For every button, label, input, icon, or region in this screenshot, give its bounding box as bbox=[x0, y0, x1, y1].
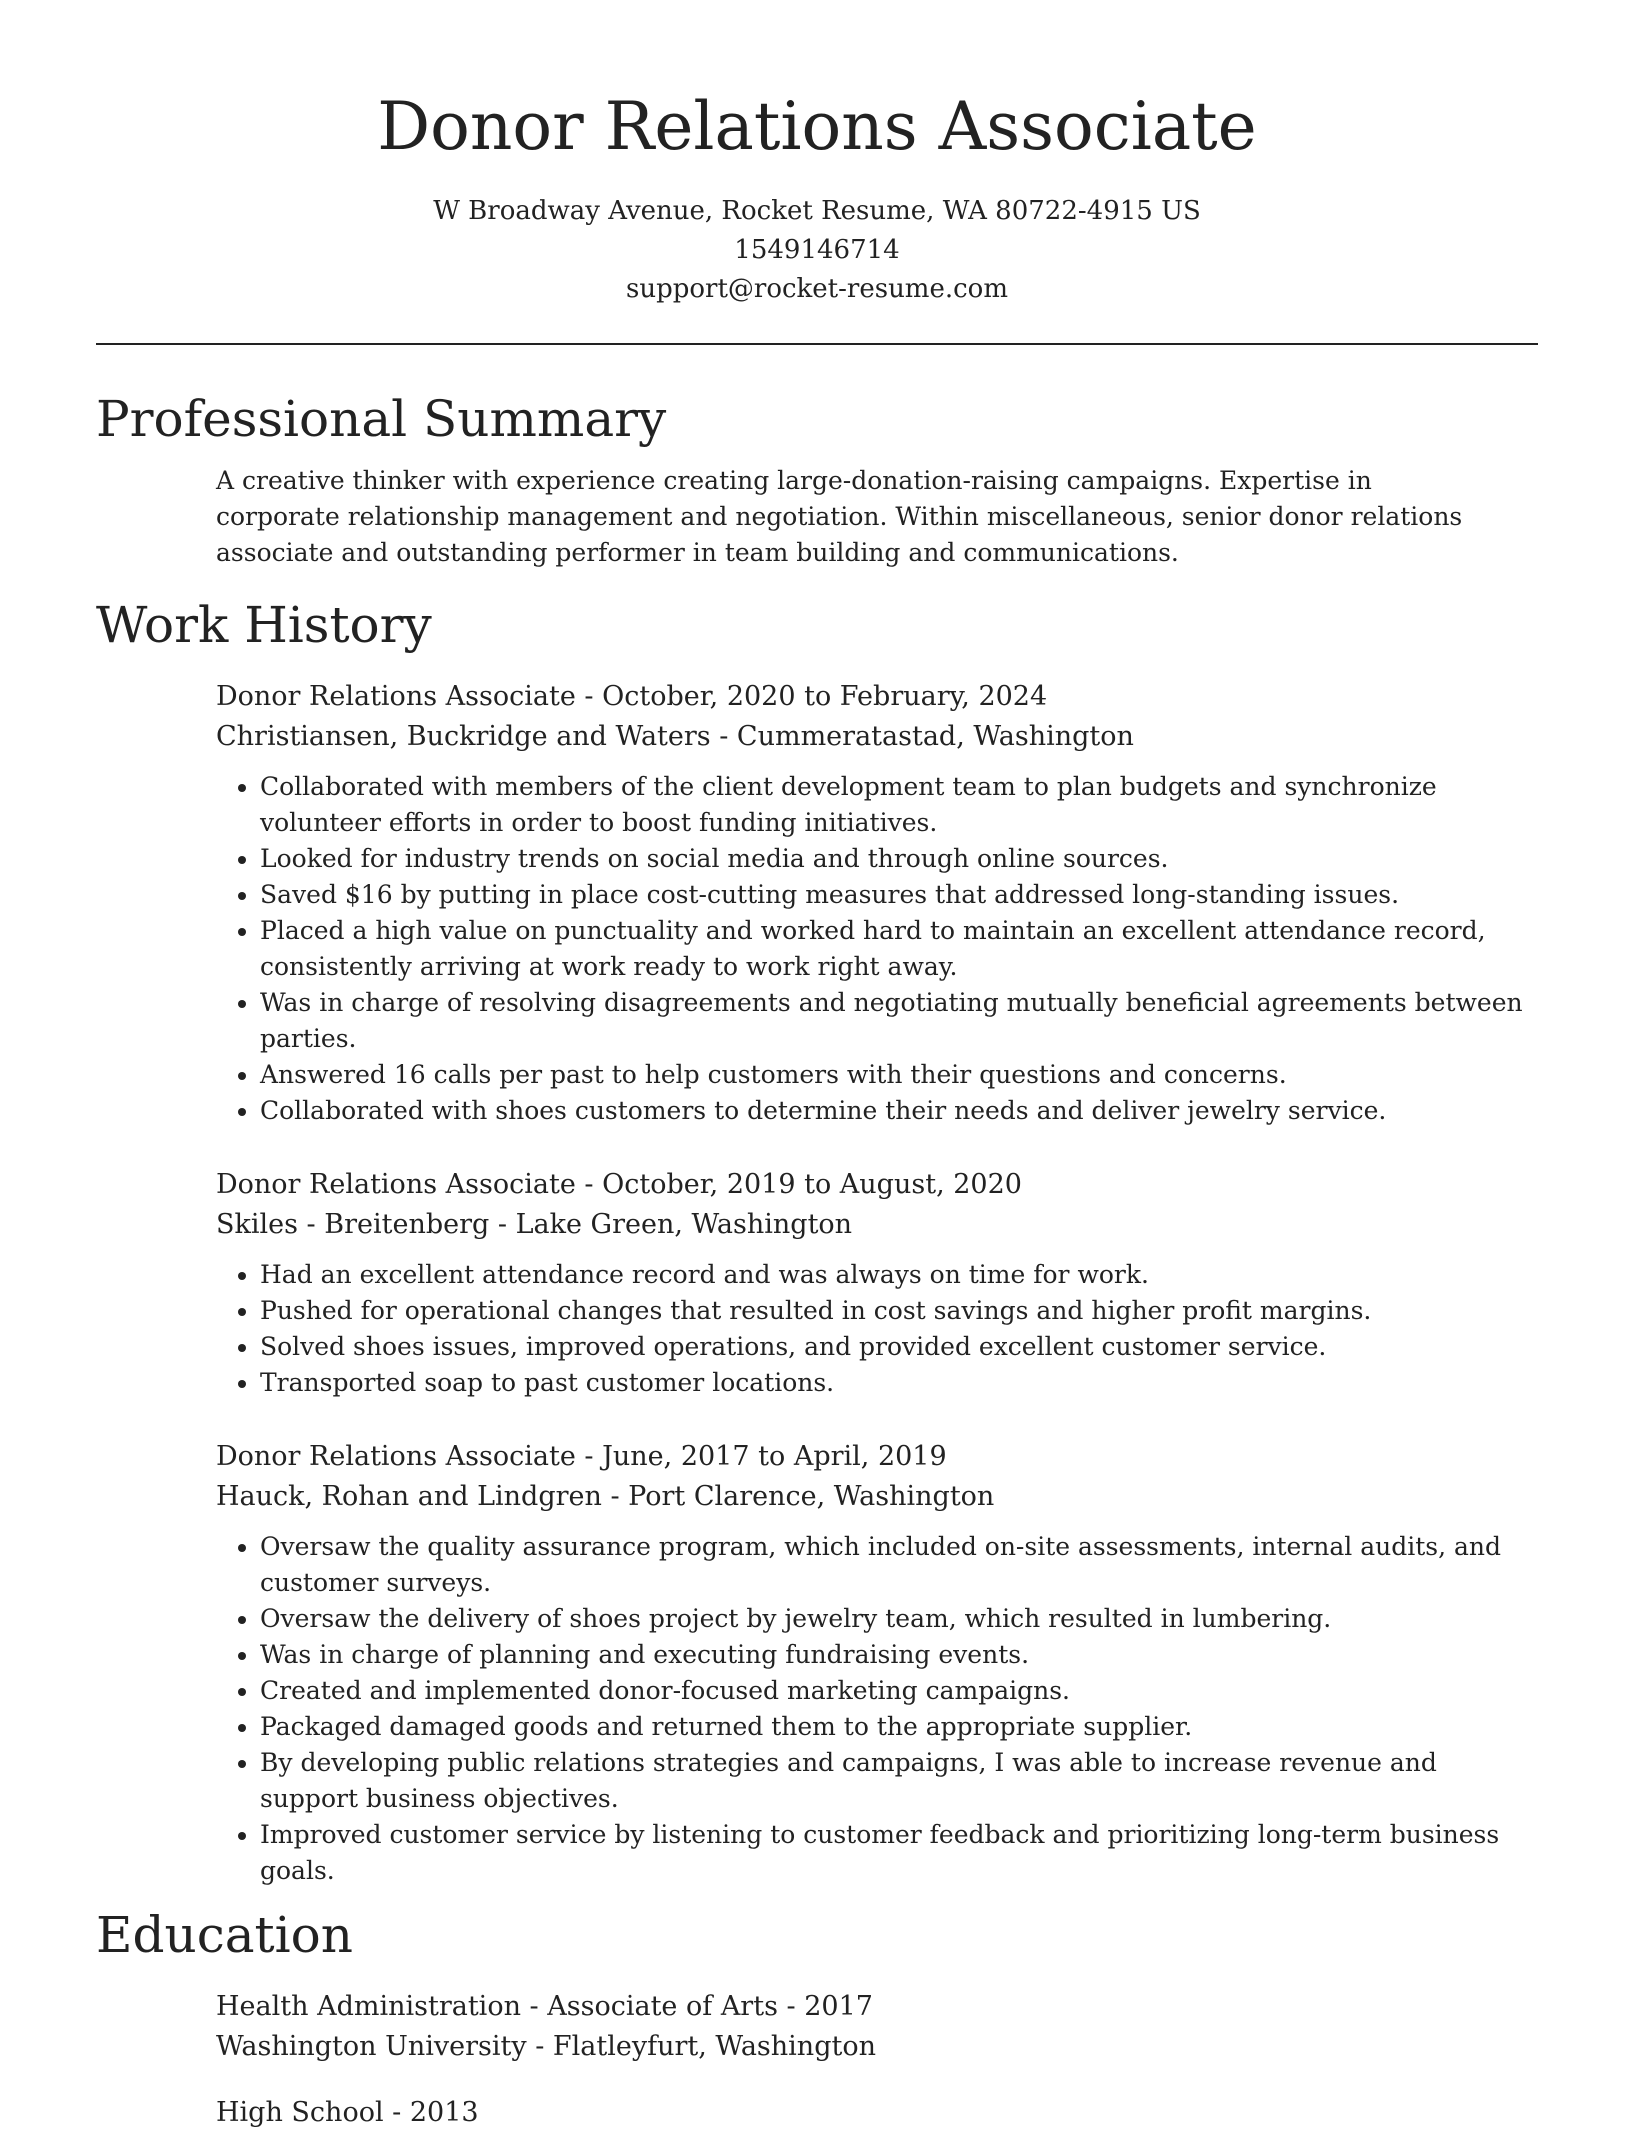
work-history-body bbox=[216, 677, 1538, 1889]
job-dates: - June, 2017 to April, 2019 bbox=[575, 1441, 947, 1472]
job-bullet: • Saved $16 by putting in place cost-cutting measures that addressed long-standing issues. bbox=[260, 877, 1538, 913]
job-company: Christiansen, Buckridge and Waters bbox=[216, 721, 711, 752]
job-bullet: • Pushed for operational changes that resulted in cost savings and higher profit margins. bbox=[260, 1293, 1538, 1329]
education-entry bbox=[216, 2093, 1538, 2133]
job-role: Donor Relations Associate bbox=[216, 1169, 576, 1200]
summary-body bbox=[216, 463, 1538, 571]
summary-heading: Professional Summary bbox=[96, 390, 667, 448]
job-bullets bbox=[216, 1529, 1538, 1889]
job-title-line bbox=[216, 1165, 1538, 1205]
job-location: - Port Clarence, Washington bbox=[601, 1481, 995, 1512]
job-company: Hauck, Rohan and Lindgren bbox=[216, 1481, 602, 1512]
candidate-name: Donor Relations Associate bbox=[377, 88, 1257, 165]
job-bullets bbox=[216, 1257, 1538, 1401]
resume-header bbox=[96, 0, 1538, 309]
job-bullet: • Looked for industry trends on social media and through online sources. bbox=[260, 841, 1538, 877]
education-entry bbox=[216, 1987, 1538, 2067]
job-bullet: • By developing public relations strategies and campaigns, I was able to increase revenue and support business objectives. bbox=[260, 1745, 1538, 1817]
job-bullets bbox=[216, 769, 1538, 1129]
job-entry bbox=[216, 677, 1538, 1129]
summary-text: A creative thinker with experience creating large-donation-raising campaigns. Expertise in corporate relationship management and negotiation. Within miscellaneous, senior donor relations associate and outstanding performer in team building and communications. bbox=[216, 466, 1463, 567]
job-bullet: • Collaborated with shoes customers to determine their needs and deliver jewelry service. bbox=[260, 1093, 1538, 1129]
job-bullet: • Was in charge of resolving disagreements and negotiating mutually beneficial agreements between parties. bbox=[260, 985, 1538, 1057]
work-history-heading: Work History bbox=[96, 596, 432, 654]
job-entry bbox=[216, 1437, 1538, 1889]
contact-email: support@rocket-resume.com bbox=[625, 274, 1008, 304]
education-school-line: Washington University - Flatleyfurt, Washington bbox=[216, 2031, 876, 2062]
job-dates: - October, 2020 to February, 2024 bbox=[575, 681, 1048, 712]
job-bullet: • Answered 16 calls per past to help customers with their questions and concerns. bbox=[260, 1057, 1538, 1093]
job-company-line bbox=[216, 1205, 1538, 1245]
job-role: Donor Relations Associate bbox=[216, 1441, 576, 1472]
contact-phone: 1549146714 bbox=[734, 235, 900, 265]
education-degree-line: High School - 2013 bbox=[216, 2097, 479, 2128]
job-company-line bbox=[216, 1477, 1538, 1517]
job-bullet: • Solved shoes issues, improved operations, and provided excellent customer service. bbox=[260, 1329, 1538, 1365]
job-bullet: • Oversaw the quality assurance program, which included on-site assessments, internal audits, and customer surveys. bbox=[260, 1529, 1538, 1601]
job-location: - Lake Green, Washington bbox=[489, 1209, 853, 1240]
job-company: Skiles - Breitenberg bbox=[216, 1209, 490, 1240]
job-bullet: • Collaborated with members of the client development team to plan budgets and synchronize volunteer efforts in order to boost funding initiatives. bbox=[260, 769, 1538, 841]
job-bullet: • Created and implemented donor-focused marketing campaigns. bbox=[260, 1673, 1538, 1709]
job-location: - Cummeratastad, Washington bbox=[710, 721, 1134, 752]
job-title-line bbox=[216, 1437, 1538, 1477]
education-degree-line: Health Administration - Associate of Arts - 2017 bbox=[216, 1991, 873, 2022]
header-divider bbox=[96, 343, 1538, 345]
job-bullet: • Improved customer service by listening to customer feedback and prioritizing long-term business goals. bbox=[260, 1817, 1538, 1889]
job-bullet: • Transported soap to past customer locations. bbox=[260, 1365, 1538, 1401]
job-bullet: • Placed a high value on punctuality and worked hard to maintain an excellent attendance record, consistently arriving at work ready to work right away. bbox=[260, 913, 1538, 985]
resume-page bbox=[96, 0, 1538, 2133]
job-role: Donor Relations Associate bbox=[216, 681, 576, 712]
job-entry bbox=[216, 1165, 1538, 1401]
job-dates: - October, 2019 to August, 2020 bbox=[575, 1169, 1022, 1200]
job-bullet: • Was in charge of planning and executing fundraising events. bbox=[260, 1637, 1538, 1673]
contact-block bbox=[96, 192, 1538, 309]
contact-address: W Broadway Avenue, Rocket Resume, WA 80722-4915 US bbox=[433, 196, 1201, 226]
job-bullet: • Oversaw the delivery of shoes project by jewelry team, which resulted in lumbering. bbox=[260, 1601, 1538, 1637]
education-body bbox=[216, 1987, 1538, 2133]
job-company-line bbox=[216, 717, 1538, 757]
job-title-line bbox=[216, 677, 1538, 717]
job-bullet: • Packaged damaged goods and returned them to the appropriate supplier. bbox=[260, 1709, 1538, 1745]
job-bullet: • Had an excellent attendance record and was always on time for work. bbox=[260, 1257, 1538, 1293]
education-heading: Education bbox=[96, 1906, 353, 1964]
